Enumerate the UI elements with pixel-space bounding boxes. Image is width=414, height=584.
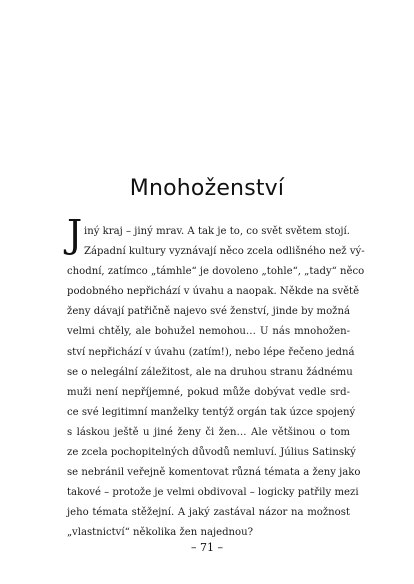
text-line: chodní, zatímco „támhle“ je dovoleno „tohle“, „tady“ něco [67, 266, 365, 278]
text-line: velmi chtěly, ale bohužel nemohou… U nás mnohožen- [67, 326, 350, 338]
text-line: se o nelegální záležitost, ale na druhou stranu žádnému [67, 366, 353, 378]
text-line: podobného nepřichází v úvahu a naopak. Někde na světě [67, 286, 360, 298]
text-line: Západní kultury vyznávají něco zcela odlišného než vý- [84, 246, 365, 258]
chapter-title: Mnohoženství [129, 176, 285, 201]
text-line: muži není nepříjemné, pokud může dobývat vedle srd- [67, 386, 350, 398]
text-line: ženy dávají patřičně najevo své ženství, jinde by možná [67, 306, 350, 318]
text-line: jeho témata stěžejní. A jaký zastával názor na možnost [67, 507, 350, 519]
text-line: iný kraj – jiný mrav. A tak je to, co svět světem stojí. [84, 226, 350, 237]
text-line: ze zcela pochopitelných důvodů nemluví. Július Satinský [67, 447, 356, 459]
page-number: – 71 – [191, 541, 223, 554]
drop-cap: J [67, 212, 83, 256]
text-line: takové – protože je velmi obdivoval – logicky patřily mezi [67, 487, 359, 499]
text-line: ce své legitimní manželky tentýž orgán tak úzce spojený [67, 406, 356, 418]
text-line: s láskou ještě u jiné ženy či žen… Ale většinou o tom [67, 426, 350, 438]
text-line: „vlastnictví“ několika žen najednou? [67, 527, 254, 539]
text-line: ství nepřichází v úvahu (zatím!), nebo lépe řečeno jedná [67, 346, 355, 358]
text-line: se nebránil veřejně komentovat různá témata a ženy jako [67, 467, 361, 479]
paragraph-body [67, 222, 365, 544]
